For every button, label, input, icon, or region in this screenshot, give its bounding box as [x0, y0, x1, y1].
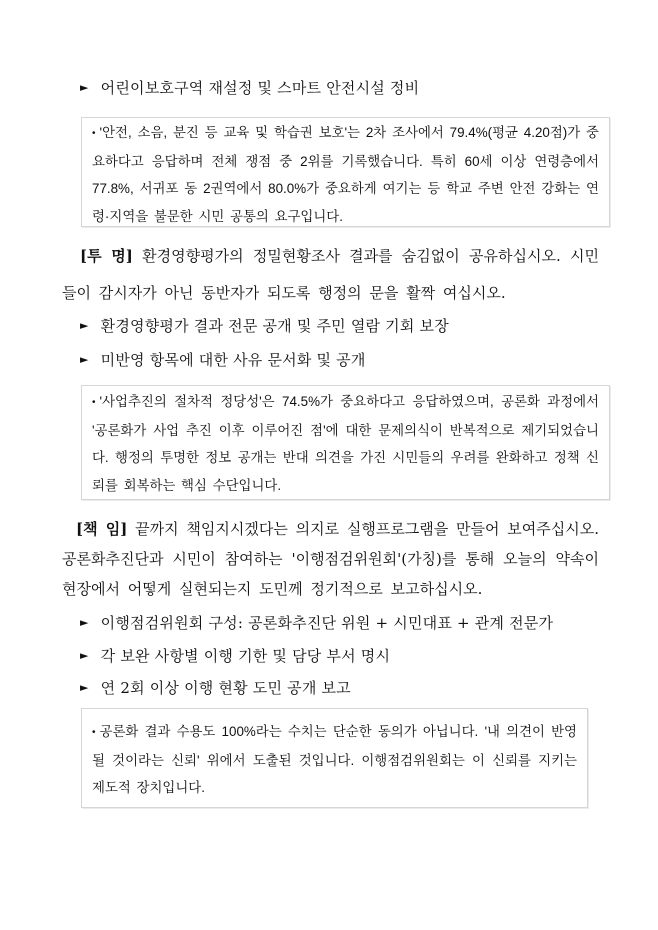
arrow-bullet-icon: ► [80, 81, 89, 94]
arrow-bullet-icon: ► [80, 681, 89, 694]
arrow-bullet-icon: ► [80, 616, 89, 629]
bullet-item [80, 677, 351, 698]
bullet-text: 연 2회 이상 이행 현황 도민 공개 보고 [100, 679, 351, 697]
bullet-item [80, 645, 390, 666]
responsibility-paragraph [62, 514, 599, 604]
bullet-text: 미반영 항목에 대한 사유 문서화 및 공개 [100, 351, 366, 369]
bullet-item [80, 612, 553, 633]
bullet-item [80, 77, 419, 98]
note-text: '사업추진의 절차적 정당성'은 74.5%가 중요하다고 응답하였으며, 공론화 과정에서 '공론화가 사업 추진 이후 이루어진 점'에 대한 문제의식이 반복적으로 제기되었습니다. 행정의 투명한 정보 공개는 반대 의견을 가진 시민들의 우려를 완화하고 정책 신뢰를 회복하는 핵심 수단입니다. [92, 394, 599, 493]
section-tag: [책 임] [76, 520, 128, 538]
arrow-bullet-icon: ► [80, 319, 89, 332]
paragraph-text: 끝까지 책임지시겠다는 의지로 실행프로그램을 만들어 보여주십시오. 공론화추진단과 시민이 참여하는 '이행점검위원회'(가칭)를 통해 오늘의 약속이 현장에서 어떻게 실현되는지 도민께 정기적으로 보고하십시오. [62, 520, 599, 598]
section-tag: [투 명] [80, 247, 133, 265]
dot-bullet-icon: • [92, 397, 96, 408]
note-box [81, 117, 610, 227]
dot-bullet-icon: • [92, 128, 96, 139]
bullet-text: 어린이보호구역 재설정 및 스마트 안전시설 정비 [100, 79, 420, 97]
bullet-text: 각 보완 사항별 이행 기한 및 담당 부서 명시 [100, 647, 391, 665]
paragraph-text: 환경영향평가의 정밀현황조사 결과를 숨김없이 공유하십시오. 시민들이 감시자가 아닌 동반자가 되도록 행정의 문을 활짝 여십시오. [62, 247, 599, 302]
note-box [81, 385, 610, 500]
note-text: 공론화 결과 수용도 100%라는 수치는 단순한 동의가 아닙니다. '내 의견이 반영될 것이라는 신뢰' 위에서 도출된 것입니다. 이행점검위원회는 이 신뢰를 지키는 제도적 장치입니다. [92, 724, 577, 795]
note-text: '안전, 소음, 분진 등 교육 및 학습권 보호'는 2차 조사에서 79.4%(평균 4.20점)가 중요하다고 응답하며 전체 쟁점 중 2위를 기록했습니다. 특히 60세 이상 연령층에서 77.8%, 서귀포 동 2권역에서 80.0%가 중요하게 여기는 등 학교 주변 안전 강화는 연령·지역을 불문한 시민 공통의 요구입니다. [92, 125, 599, 224]
dot-bullet-icon: • [92, 727, 96, 738]
bullet-text: 이행점검위원회 구성: 공론화추진단 위원 + 시민대표 + 관계 전문가 [100, 614, 554, 632]
bullet-item [80, 315, 449, 336]
arrow-bullet-icon: ► [80, 353, 89, 366]
note-box [81, 708, 588, 808]
arrow-bullet-icon: ► [80, 649, 89, 662]
bullet-item [80, 349, 366, 370]
bullet-text: 환경영향평가 결과 전문 공개 및 주민 열람 기회 보장 [100, 317, 449, 335]
transparency-paragraph [62, 238, 599, 312]
